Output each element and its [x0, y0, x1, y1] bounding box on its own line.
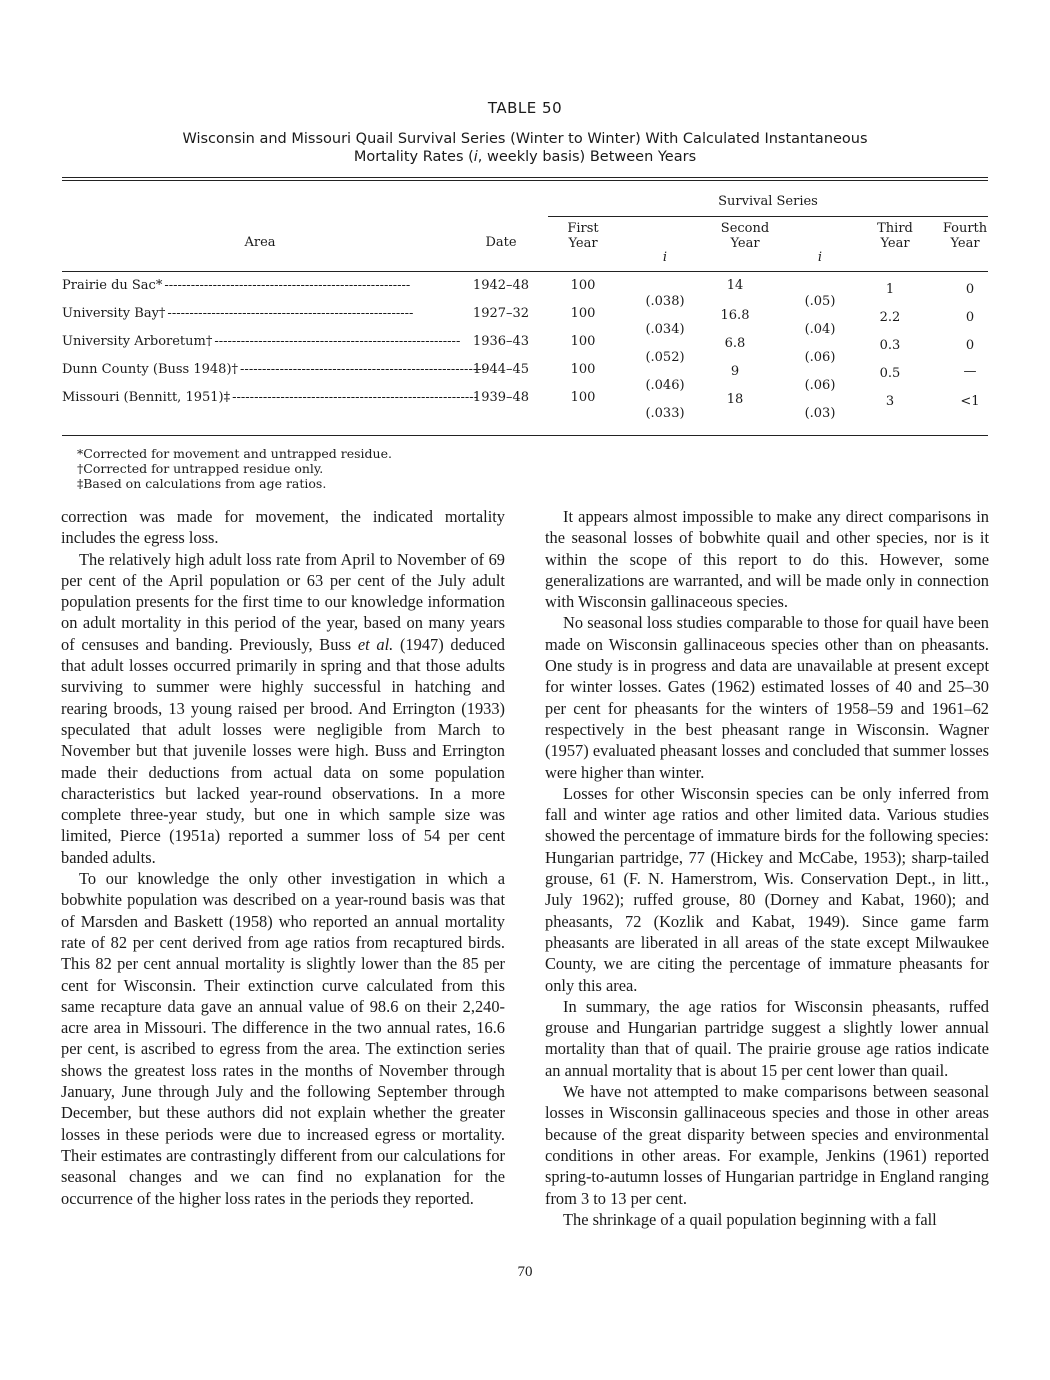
paragraph: The shrinkage of a quail population beginning with a fall — [563, 1209, 937, 1229]
table-cell-i1: (.033) — [645, 406, 685, 421]
survival-series-header: Survival Series — [718, 194, 818, 209]
table-cell-third: 0.5 — [879, 366, 901, 381]
paragraph: In summary, the age ratios for Wisconsin pheasants, ruffed grouse and Hungarian partridge suggest a slightly lower annual mortality than that of quail. The prairie grouse age ratios indicate an annual mortality that is about 15 per cent lower than quail. — [545, 996, 989, 1080]
third-year-header: Third Year — [877, 221, 913, 251]
table-cell-third: 1 — [885, 282, 895, 297]
table-row-area: University Arboretum† -------------------------------------------------------- — [62, 334, 461, 349]
footnote: *Corrected for movement and untrapped residue. — [77, 446, 392, 461]
table-row-area: University Bay† -------------------------------------------------------- — [62, 306, 414, 321]
table-cell-first: 100 — [570, 390, 596, 405]
paragraph: To our knowledge the only other investigation in which a bobwhite population was described on a year-round basis was that of Marsden and Baskett (1958) who reported an annual mortality rate of 82 per cent derived from age ratios from recaptured birds. This 82 per cent annual mortality is slightly lower than the 85 per cent for Wisconsin. Their extinction curve calculated from this same recapture data gave an annual value of 98.6 on their 2,240-acre area in Missouri. The difference in the two annual rates, 16.6 per cent, is ascribed to egress from the area. The extinction series shows the greatest loss rates in the months of November through January, June through July and the following September through December, but these authors did not explain whether the greater losses in these periods were due to increased egress or mortality. Their estimates are contrastingly different from our calculations for seasonal changes and we can find no explanation for the occurrence of the higher loss rates in the periods they reported. — [61, 869, 505, 1208]
table-cell-first: 100 — [570, 362, 596, 377]
table-footnotes — [77, 446, 392, 491]
table-row-area: Dunn County (Buss 1948)† -------------------------------------------------------- — [62, 362, 487, 377]
second-year-header: Second Year — [720, 221, 770, 251]
left-text-column — [61, 506, 505, 1209]
paragraph: correction was made for movement, the indicated mortality includes the egress loss. — [61, 507, 505, 548]
table-bottom-rule — [62, 435, 988, 436]
table-cell-i1: (.052) — [645, 350, 685, 365]
table-cell-i2: (.03) — [804, 406, 836, 421]
area-header: Area — [244, 235, 276, 250]
table-cell-fourth: <1 — [960, 394, 980, 409]
paragraph: The relatively high adult loss rate from April to November of 69 per cent of the April population or 63 per cent of the July adult population presents for the first time to our knowledge information on adult mortality in this period of the year, based on many years of censuses and banding. Previously, Buss et al. (1947) deduced that adult losses occurred primarily in spring and that those adults surviving to summer were highly successful in hatching and rearing broods, 13 young raised per brood. And Errington (1933) speculated that adult losses were negligible from March to November but that juvenile losses were high. Buss and Errington made their deductions from actual data on some population characteristics but lacked year-round observations. In a more complete three-year study, but one in which sample size was limited, Pierce (1951a) reported a summer loss of 54 per cent banded adults. — [61, 549, 505, 867]
table-cell-fourth: — — [963, 364, 977, 379]
paragraph: No seasonal loss studies comparable to those for quail have been made on Wisconsin gallinaceous species other than on pheasants. One study is in progress and data are unavailable at present except for winter losses. Gates (1962) estimated losses of 40 and 25–30 per cent for pheasants for the winters of 1958–59 and 1961–62 respectively in the best pheasant range in Wisconsin. Wagner (1957) evaluated pheasant losses and concluded that summer losses were higher than winter. — [545, 613, 989, 782]
table-cell-third: 0.3 — [879, 338, 901, 353]
paragraph: Losses for other Wisconsin species can be only inferred from fall and winter age ratios and other limited data. Various studies showed the percentage of immature birds for the following species: Hungarian partridge, 77 (Hickey and McCabe, 1953); sharp-tailed grouse, 61 (F. N. Hamerstrom, Wis. Conservation Dept., in litt., July 1962); ruffed grouse, 80 (Dorney and Kabat, 1960); and pheasants, 72 (Kozlik and Kabat, 1949). Since game farm pheasants are liberated in all areas of the state except Milwaukee County, we are citing the percentage of immature pheasants for only this area. — [545, 783, 989, 995]
table-cell-second: 9 — [730, 364, 740, 379]
table-number: TABLE 50 — [487, 99, 563, 117]
table-row-area: Prairie du Sac* -------------------------------------------------------- — [62, 278, 411, 293]
i-header-1: i — [662, 250, 668, 265]
table-cell-fourth: 0 — [965, 338, 975, 353]
table-cell-first: 100 — [570, 278, 596, 293]
table-cell-i2: (.06) — [804, 350, 836, 365]
table-cell-date: 1939–48 — [472, 390, 530, 405]
table-cell-date: 1942–48 — [472, 278, 530, 293]
table-caption-line-2: Mortality Rates (i, weekly basis) Between Years — [353, 149, 697, 165]
table-cell-third: 3 — [885, 394, 895, 409]
footnote: †Corrected for untrapped residue only. — [77, 461, 324, 476]
paragraph: We have not attempted to make comparisons between seasonal losses in Wisconsin gallinaceous species and those in other areas because of the great disparity between species and environmental conditions in other areas. For example, Jenkins (1961) reported spring-to-autumn losses of Hungarian partridge in England ranging from 3 to 13 per cent. — [545, 1082, 989, 1208]
header-bottom-rule — [62, 271, 988, 272]
table-cell-i1: (.038) — [645, 294, 685, 309]
table-cell-third: 2.2 — [879, 310, 901, 325]
table-cell-i2: (.04) — [804, 322, 836, 337]
table-cell-date: 1936–43 — [472, 334, 530, 349]
table-caption — [120, 130, 930, 166]
right-text-column — [545, 506, 989, 1230]
footnote: ‡Based on calculations from age ratios. — [77, 476, 327, 491]
date-header: Date — [485, 235, 517, 250]
paragraph: It appears almost impossible to make any direct comparisons in the seasonal losses of bobwhite quail and other species, nor is it within the scope of this report to do this. However, some generalizations are warranted, and will be made only in connection with Wisconsin gallinaceous species. — [545, 507, 989, 612]
table-cell-second: 16.8 — [720, 308, 750, 323]
group-header-rule — [548, 216, 988, 217]
table-cell-i1: (.034) — [645, 322, 685, 337]
table-cell-second: 18 — [726, 392, 744, 407]
table-caption-line-1: Wisconsin and Missouri Quail Survival Series (Winter to Winter) With Calculated Instantaneous — [182, 131, 868, 147]
table-cell-first: 100 — [570, 306, 596, 321]
table-cell-date: 1944–45 — [472, 362, 530, 377]
table-cell-second: 6.8 — [724, 336, 746, 351]
page-number: 70 — [517, 1264, 533, 1280]
i-header-2: i — [817, 250, 823, 265]
table-cell-fourth: 0 — [965, 282, 975, 297]
table-cell-fourth: 0 — [965, 310, 975, 325]
table-cell-second: 14 — [726, 278, 744, 293]
table-row-area: Missouri (Bennitt, 1951)‡ -------------------------------------------------------- — [62, 390, 479, 405]
table-cell-i2: (.06) — [804, 378, 836, 393]
table-cell-i2: (.05) — [804, 294, 836, 309]
table-cell-date: 1927–32 — [472, 306, 530, 321]
table-top-rule-2 — [62, 180, 988, 181]
table-cell-i1: (.046) — [645, 378, 685, 393]
table-top-rule — [62, 177, 988, 178]
first-year-header: First Year — [567, 221, 599, 251]
fourth-year-header: Fourth Year — [942, 221, 988, 251]
table-cell-first: 100 — [570, 334, 596, 349]
